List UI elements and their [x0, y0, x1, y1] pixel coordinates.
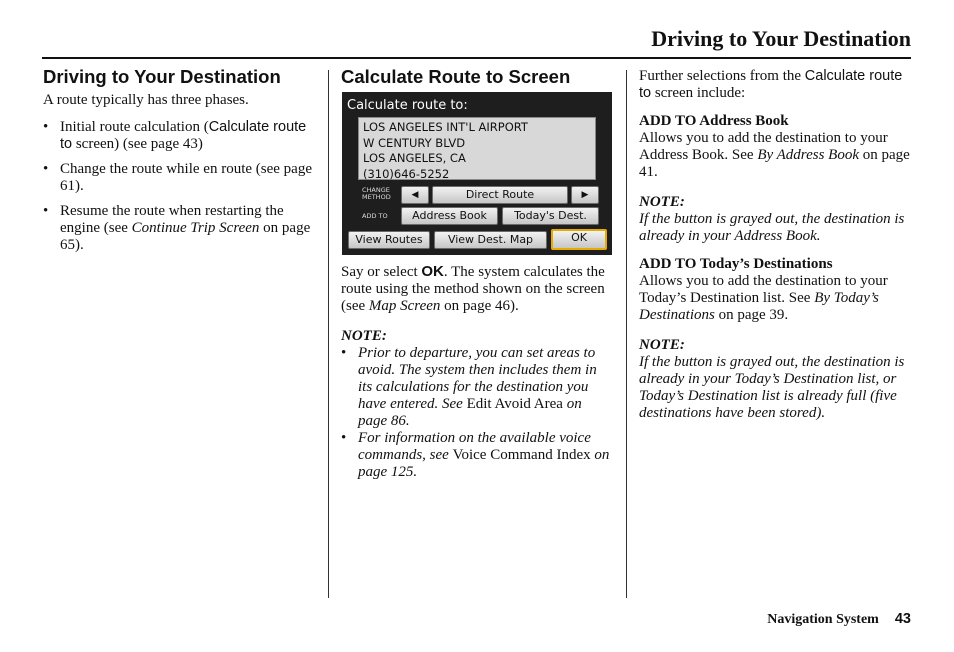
note-list — [341, 345, 613, 481]
section-heading: Driving to Your Destination — [43, 66, 281, 87]
text: Prior to departure, you can set areas to avoid. The system then includes them in its calculations for the destination you have entered. See — [358, 345, 597, 412]
todays-dest-button[interactable]: Today's Dest. — [502, 207, 599, 225]
screen-name: Calculate route to — [639, 68, 903, 101]
text: on page 86. — [358, 396, 582, 429]
label-line: METHOD — [362, 193, 391, 201]
text: Allows you to add the destination to your Address Book. See — [639, 130, 888, 163]
method-left-button[interactable]: ◀ — [401, 186, 429, 204]
subsection-heading: ADD TO Address Book — [639, 113, 789, 129]
cross-reference: By Address Book — [757, 147, 859, 163]
page-footer — [767, 610, 911, 629]
text: on page 125. — [358, 447, 610, 480]
destination-address-box — [358, 117, 596, 180]
text: Initial route calculation ( — [60, 119, 209, 135]
page-number: 43 — [894, 611, 911, 627]
view-dest-map-button[interactable]: View Dest. Map — [434, 231, 547, 249]
add-to-label: ADD TO — [362, 212, 388, 220]
address-line: W CENTURY BLVD — [363, 135, 466, 150]
text: on page 39. — [714, 307, 789, 323]
instruction-text — [341, 263, 613, 315]
intro-text: A route typically has three phases. — [43, 92, 249, 108]
title-rule — [42, 57, 911, 59]
list-item — [341, 430, 613, 481]
cross-reference: Map Screen — [368, 298, 441, 314]
list-item — [43, 203, 315, 254]
cross-reference: Edit Avoid Area — [466, 396, 563, 412]
section-heading: Calculate Route to Screen — [341, 66, 571, 87]
note-label: NOTE: — [639, 337, 685, 353]
column-2 — [341, 66, 613, 481]
cross-reference: Voice Command Index — [452, 447, 591, 463]
body-text — [639, 273, 911, 324]
column-divider — [328, 70, 329, 598]
text: screen) (see page 43) — [72, 136, 203, 152]
address-line: (310)646-5252 — [363, 166, 450, 181]
address-book-button[interactable]: Address Book — [401, 207, 498, 225]
cross-reference: Continue Trip Screen — [131, 220, 260, 236]
navigation-screen-image — [342, 92, 612, 255]
column-divider — [626, 70, 627, 598]
label-line: CHANGE — [362, 186, 390, 194]
text: . The system calculates the route using the method shown on the screen (see — [341, 264, 605, 314]
text: Say or select — [341, 264, 422, 280]
change-method-label — [362, 187, 391, 201]
page-title: Driving to Your Destination — [651, 26, 911, 51]
text: Allows you to add the destination to your Today’s Destination list. See — [639, 273, 888, 306]
note-label: NOTE: — [341, 328, 387, 344]
method-right-button[interactable]: ▶ — [571, 186, 599, 204]
list-item — [341, 345, 613, 430]
list-item — [43, 119, 315, 153]
text: For information on the available voice commands, see — [358, 430, 591, 463]
ok-command: OK — [421, 263, 444, 280]
body-text — [639, 130, 911, 181]
text: on page 65). — [60, 220, 311, 253]
text: on page 41. — [639, 147, 910, 180]
subsection-heading: ADD TO Today’s Destinations — [639, 256, 833, 272]
direct-route-button[interactable]: Direct Route — [432, 186, 568, 204]
note-text: If the button is grayed out, the destination is already in your Address Book. — [639, 211, 905, 244]
text: Resume the route when restarting the engine (see — [60, 203, 284, 236]
note-text: If the button is grayed out, the destination is already in your Today’s Destination list, or Today’s Destination list is already full (five destinations have been stored). — [639, 354, 905, 421]
address-line: LOS ANGELES, CA — [363, 151, 466, 165]
screen-title: Calculate route to: — [347, 98, 468, 113]
screen-name: Calculate route to — [60, 119, 307, 152]
cross-reference: By Today’s Destinations — [639, 290, 879, 323]
text: on page 46). — [440, 298, 519, 314]
ok-button[interactable]: OK — [551, 229, 607, 250]
footer-section: Navigation System — [767, 612, 879, 627]
text: Change the route while en route (see page 61). — [60, 161, 312, 194]
phase-list — [43, 119, 315, 254]
column-1 — [43, 66, 315, 262]
address-line: LOS ANGELES INT'L AIRPORT — [363, 120, 528, 134]
intro-text — [639, 68, 911, 102]
note-label: NOTE: — [639, 194, 685, 210]
text: Further selections from the — [639, 68, 805, 84]
text: screen include: — [651, 85, 746, 101]
column-3 — [639, 66, 911, 422]
view-routes-button[interactable]: View Routes — [348, 231, 430, 249]
list-item — [43, 161, 315, 195]
